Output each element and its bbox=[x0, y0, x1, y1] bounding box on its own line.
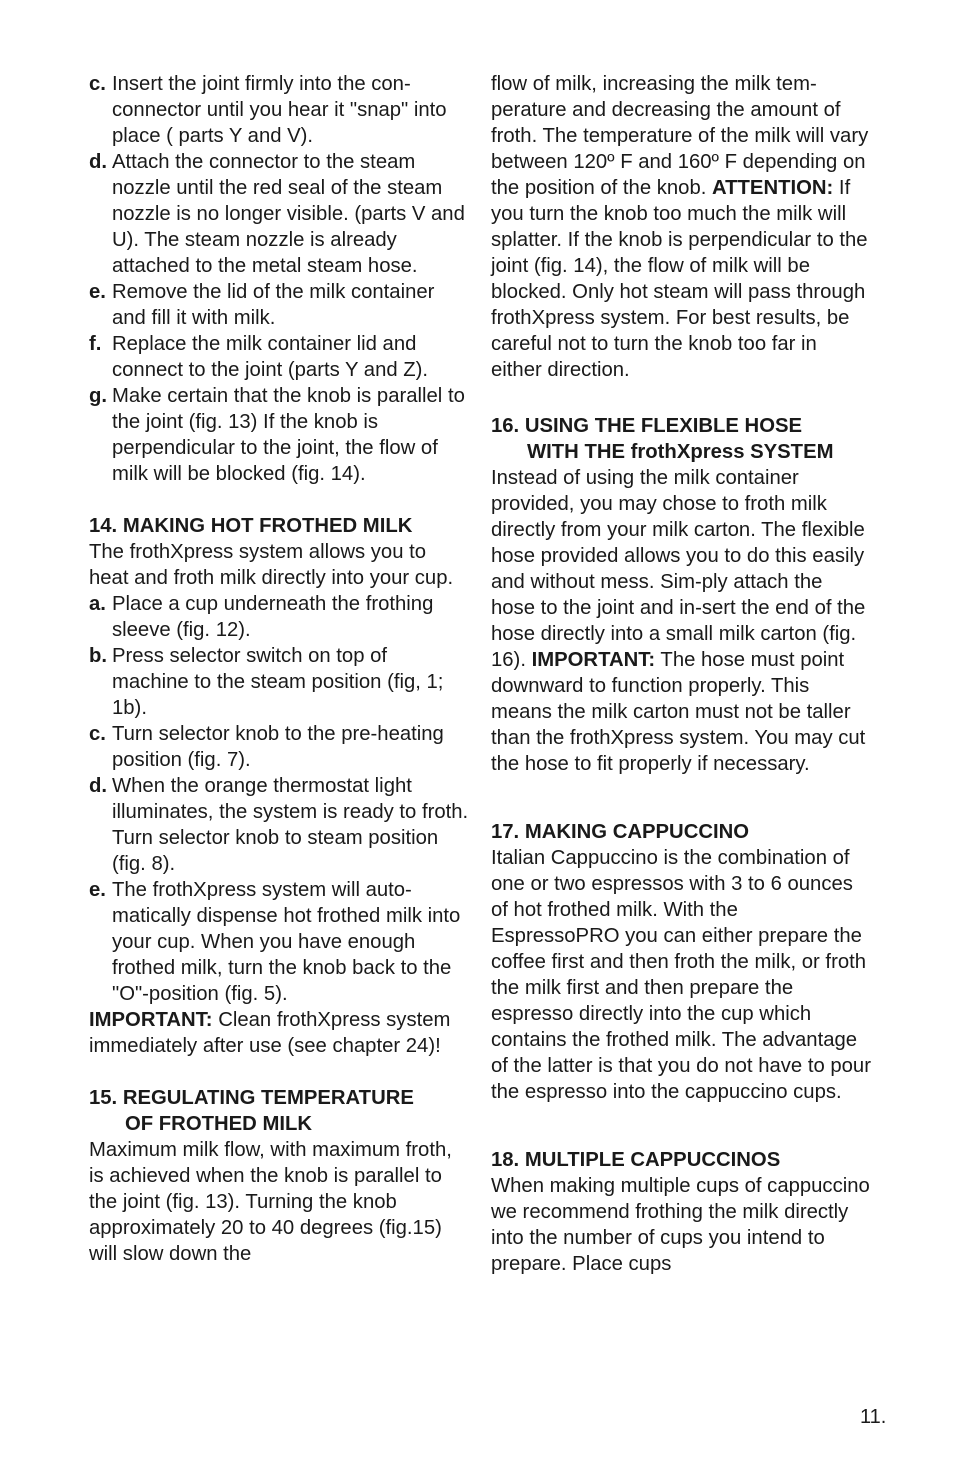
heading-line-1: 15. REGULATING TEMPERATURE bbox=[89, 1087, 414, 1109]
list-text: Replace the milk container lid and connect to the joint (parts Y and Z). bbox=[112, 333, 429, 381]
left-column bbox=[89, 71, 469, 1267]
section-14-intro: The frothXpress system allows you to heat and froth milk directly into your cup. bbox=[89, 541, 454, 589]
list-item bbox=[89, 721, 469, 773]
list-text: Make certain that the knob is parallel to the joint (fig. 13) If the knob is perpendicular to the joint, the flow of milk will be blocked (fig. 14). bbox=[112, 385, 465, 485]
heading-line-2: WITH THE frothXpress SYSTEM bbox=[527, 441, 834, 463]
list-marker: b. bbox=[89, 645, 108, 667]
paragraph-text: Instead of using the milk container provided, you may chose to froth milk directly from your milk carton. The flexible hose provided allows you to do this easily and without mess. Sim-ply attach the hose to the joint and in-sert the end of the hose directly into a small milk carton (fig. 16). bbox=[491, 467, 866, 671]
section-18-text: When making multiple cups of cappuccino we recommend frothing the milk directly into the number of cups you intend to prepare. Place cups bbox=[491, 1175, 870, 1275]
list-marker: c. bbox=[89, 73, 106, 95]
list-item bbox=[89, 643, 469, 721]
list-item bbox=[89, 149, 469, 279]
section-16-text bbox=[491, 465, 871, 777]
list-item bbox=[89, 591, 469, 643]
list-text: Remove the lid of the milk container and fill it with milk. bbox=[112, 281, 435, 329]
section-heading-17: 17. MAKING CAPPUCCINO bbox=[491, 821, 750, 843]
paragraph-text: flow of milk, increasing the milk tem-perature and decreasing the amount of froth. The temperature of the milk will vary between 120º F and 160º F depending on the position of the knob. bbox=[491, 73, 869, 199]
section-15-continued bbox=[491, 71, 871, 383]
list-text: When the orange thermostat light illuminates, the system is ready to froth. Turn selector knob to steam position (fig. 8). bbox=[112, 775, 469, 875]
list-text: Insert the joint firmly into the con-connector until you hear it "snap" into place ( parts Y and V). bbox=[112, 73, 447, 147]
list-item bbox=[89, 71, 469, 149]
section-heading-16 bbox=[491, 413, 871, 465]
attention-label: ATTENTION: bbox=[712, 177, 834, 199]
list-text: Turn selector knob to the pre-heating position (fig. 7). bbox=[112, 723, 444, 771]
important-note bbox=[89, 1007, 469, 1059]
list-marker: e. bbox=[89, 879, 106, 901]
paragraph-text: The hose must point downward to function properly. This means the milk carton must not be taller than the frothXpress system. You may cut the hose to fit properly if necessary. bbox=[491, 649, 866, 775]
section-17-text: Italian Cappuccino is the combination of one or two espressos with 3 to 6 ounces of hot frothed milk. With the EspressoPRO you can either prepare the coffee first and then froth the milk, or froth the milk first and then prepare the espresso directly into the cup which contains the frothed milk. The advantage of the latter is that you do not have to pour the espresso into the cappuccino cups. bbox=[491, 847, 871, 1103]
list-marker: d. bbox=[89, 775, 108, 797]
list-text: Press selector switch on top of machine to the steam position (fig, 1; 1b). bbox=[112, 645, 444, 719]
list-marker: c. bbox=[89, 723, 106, 745]
list-item bbox=[89, 773, 469, 877]
list-text: Attach the connector to the steam nozzle until the red seal of the steam nozzle is no longer visible. (parts V and U). The steam nozzle is already attached to the metal steam hose. bbox=[112, 151, 465, 277]
section-15-text: Maximum milk flow, with maximum froth, is achieved when the knob is parallel to the joint (fig. 13). Turning the knob approximately 20 to 40 degrees (fig.15) will slow down the bbox=[89, 1139, 452, 1265]
list-item bbox=[89, 331, 469, 383]
heading-line-2: OF FROTHED MILK bbox=[125, 1113, 313, 1135]
paragraph-text: If you turn the knob too much the milk will splatter. If the knob is perpendicular to the joint (fig. 14), the flow of milk will be blocked. Only hot steam will pass through frothXpress system. For best results, be careful not to turn the knob too far in either direction. bbox=[491, 177, 868, 381]
important-label: IMPORTANT: bbox=[89, 1009, 213, 1031]
list-text: The frothXpress system will auto-matically dispense hot frothed milk into your cup. When you have enough frothed milk, turn the knob back to the "O"-position (fig. 5). bbox=[112, 879, 461, 1005]
section-heading-15 bbox=[89, 1085, 469, 1137]
section-heading-14: 14. MAKING HOT FROTHED MILK bbox=[89, 515, 413, 537]
heading-line-1: 16. USING THE FLEXIBLE HOSE bbox=[491, 415, 803, 437]
list-marker: d. bbox=[89, 151, 108, 173]
section-heading-18: 18. MULTIPLE CAPPUCCINOS bbox=[491, 1149, 781, 1171]
list-item bbox=[89, 877, 469, 1007]
list-marker: e. bbox=[89, 281, 106, 303]
list-marker: a. bbox=[89, 593, 106, 615]
page-number: 11. bbox=[860, 1406, 887, 1428]
list-marker: f. bbox=[89, 333, 102, 355]
right-column bbox=[491, 71, 871, 1277]
list-item bbox=[89, 383, 469, 487]
list-text: Place a cup underneath the frothing sleeve (fig. 12). bbox=[112, 593, 434, 641]
list-item bbox=[89, 279, 469, 331]
important-text: Clean frothXpress system immediately after use (see chapter 24)! bbox=[89, 1009, 451, 1057]
list-marker: g. bbox=[89, 385, 108, 407]
important-label: IMPORTANT: bbox=[531, 649, 656, 671]
